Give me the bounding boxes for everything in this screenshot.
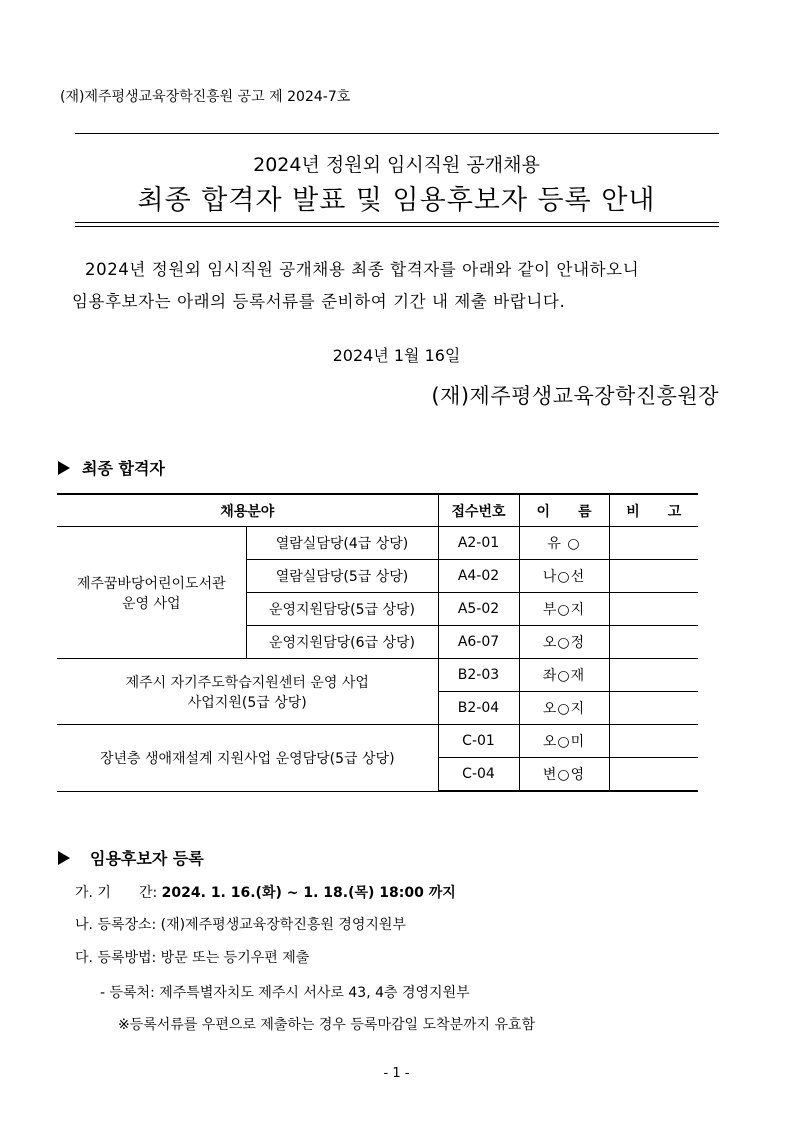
role-cell: 운영지원담당(6급 상당) [246, 626, 438, 659]
note-cell [609, 725, 698, 758]
number-cell: A5-02 [438, 593, 519, 626]
number-cell: C-04 [438, 758, 519, 792]
note-cell [609, 758, 698, 792]
section-final-successful [58, 456, 165, 479]
note-cell [609, 626, 698, 659]
page-number: - 1 - [383, 1066, 410, 1081]
period-value: 2024. 1. 16.(화) ~ 1. 18.(목) 18:00 까지 [161, 885, 456, 901]
name-cell: 오○정 [519, 626, 609, 659]
section-title: 최종 합격자 [82, 459, 165, 478]
title-line1: 2024년 정원외 임시직원 공개채용 [253, 154, 540, 176]
organization-name: (재)제주평생교육장학진흥원장 [431, 384, 719, 408]
name-cell: 나○선 [519, 560, 609, 593]
title-double-rule [75, 222, 719, 227]
number-cell: A6-07 [438, 626, 519, 659]
note-cell [609, 593, 698, 626]
period-label: 가. 기 간: [75, 885, 158, 901]
header-note: 비 고 [609, 494, 698, 527]
triangle-bullet-icon [58, 851, 70, 865]
name-cell: 유 ○ [519, 527, 609, 560]
note-cell [609, 659, 698, 692]
announcement-date: 2024년 1월 16일 [332, 346, 461, 365]
group-label: 제주시 자기주도학습지원센터 운영 사업 사업지원(5급 상당) [57, 659, 438, 725]
section-candidate-registration [58, 846, 204, 869]
number-cell: B2-03 [438, 659, 519, 692]
name-cell: 오○미 [519, 725, 609, 758]
table-header-row [57, 494, 698, 527]
table-row [57, 527, 698, 560]
results-table [57, 493, 698, 792]
registration-period [75, 882, 456, 902]
number-cell: A4-02 [438, 560, 519, 593]
registration-method: 다. 등록방법: 방문 또는 등기우편 제출 [75, 950, 310, 966]
name-cell: 오○지 [519, 692, 609, 725]
note-cell [609, 692, 698, 725]
number-cell: C-01 [438, 725, 519, 758]
title-line2: 최종 합격자 발표 및 임용후보자 등록 안내 [137, 185, 656, 216]
role-cell: 열람실담당(5급 상당) [246, 560, 438, 593]
group-label: 장년층 생애재설계 지원사업 운영담당(5급 상당) [57, 725, 438, 792]
triangle-bullet-icon [58, 461, 70, 475]
table-row [57, 659, 698, 692]
top-rule [75, 133, 719, 134]
number-cell: B2-04 [438, 692, 519, 725]
name-cell: 부○지 [519, 593, 609, 626]
note-cell [609, 560, 698, 593]
registration-note: ※등록서류를 우편으로 제출하는 경우 등록마감일 도착분까지 유효함 [118, 1017, 536, 1033]
intro-line2: 임용후보자는 아래의 등록서류를 준비하여 기간 내 제출 바랍니다. [72, 292, 566, 311]
registration-address: - 등록처: 제주특별자치도 제주시 서사로 43, 4층 경영지원부 [100, 985, 470, 1001]
note-cell [609, 527, 698, 560]
name-cell: 변○영 [519, 758, 609, 792]
name-cell: 좌○재 [519, 659, 609, 692]
header-field: 채용분야 [57, 494, 438, 527]
header-name: 이 름 [519, 494, 609, 527]
intro-line1: 2024년 정원외 임시직원 공개채용 최종 합격자를 아래와 같이 안내하오니 [85, 260, 640, 279]
number-cell: A2-01 [438, 527, 519, 560]
group-label: 제주꿈바당어린이도서관 운영 사업 [57, 527, 246, 659]
registration-place: 나. 등록장소: (재)제주평생교육장학진흥원 경영지원부 [75, 917, 406, 933]
table-row [57, 725, 698, 758]
section-title: 임용후보자 등록 [90, 849, 204, 868]
role-cell: 열람실담당(4급 상당) [246, 527, 438, 560]
notice-number: (재)제주평생교육장학진흥원 공고 제 2024-7호 [60, 89, 351, 105]
header-number: 접수번호 [438, 494, 519, 527]
role-cell: 운영지원담당(5급 상당) [246, 593, 438, 626]
